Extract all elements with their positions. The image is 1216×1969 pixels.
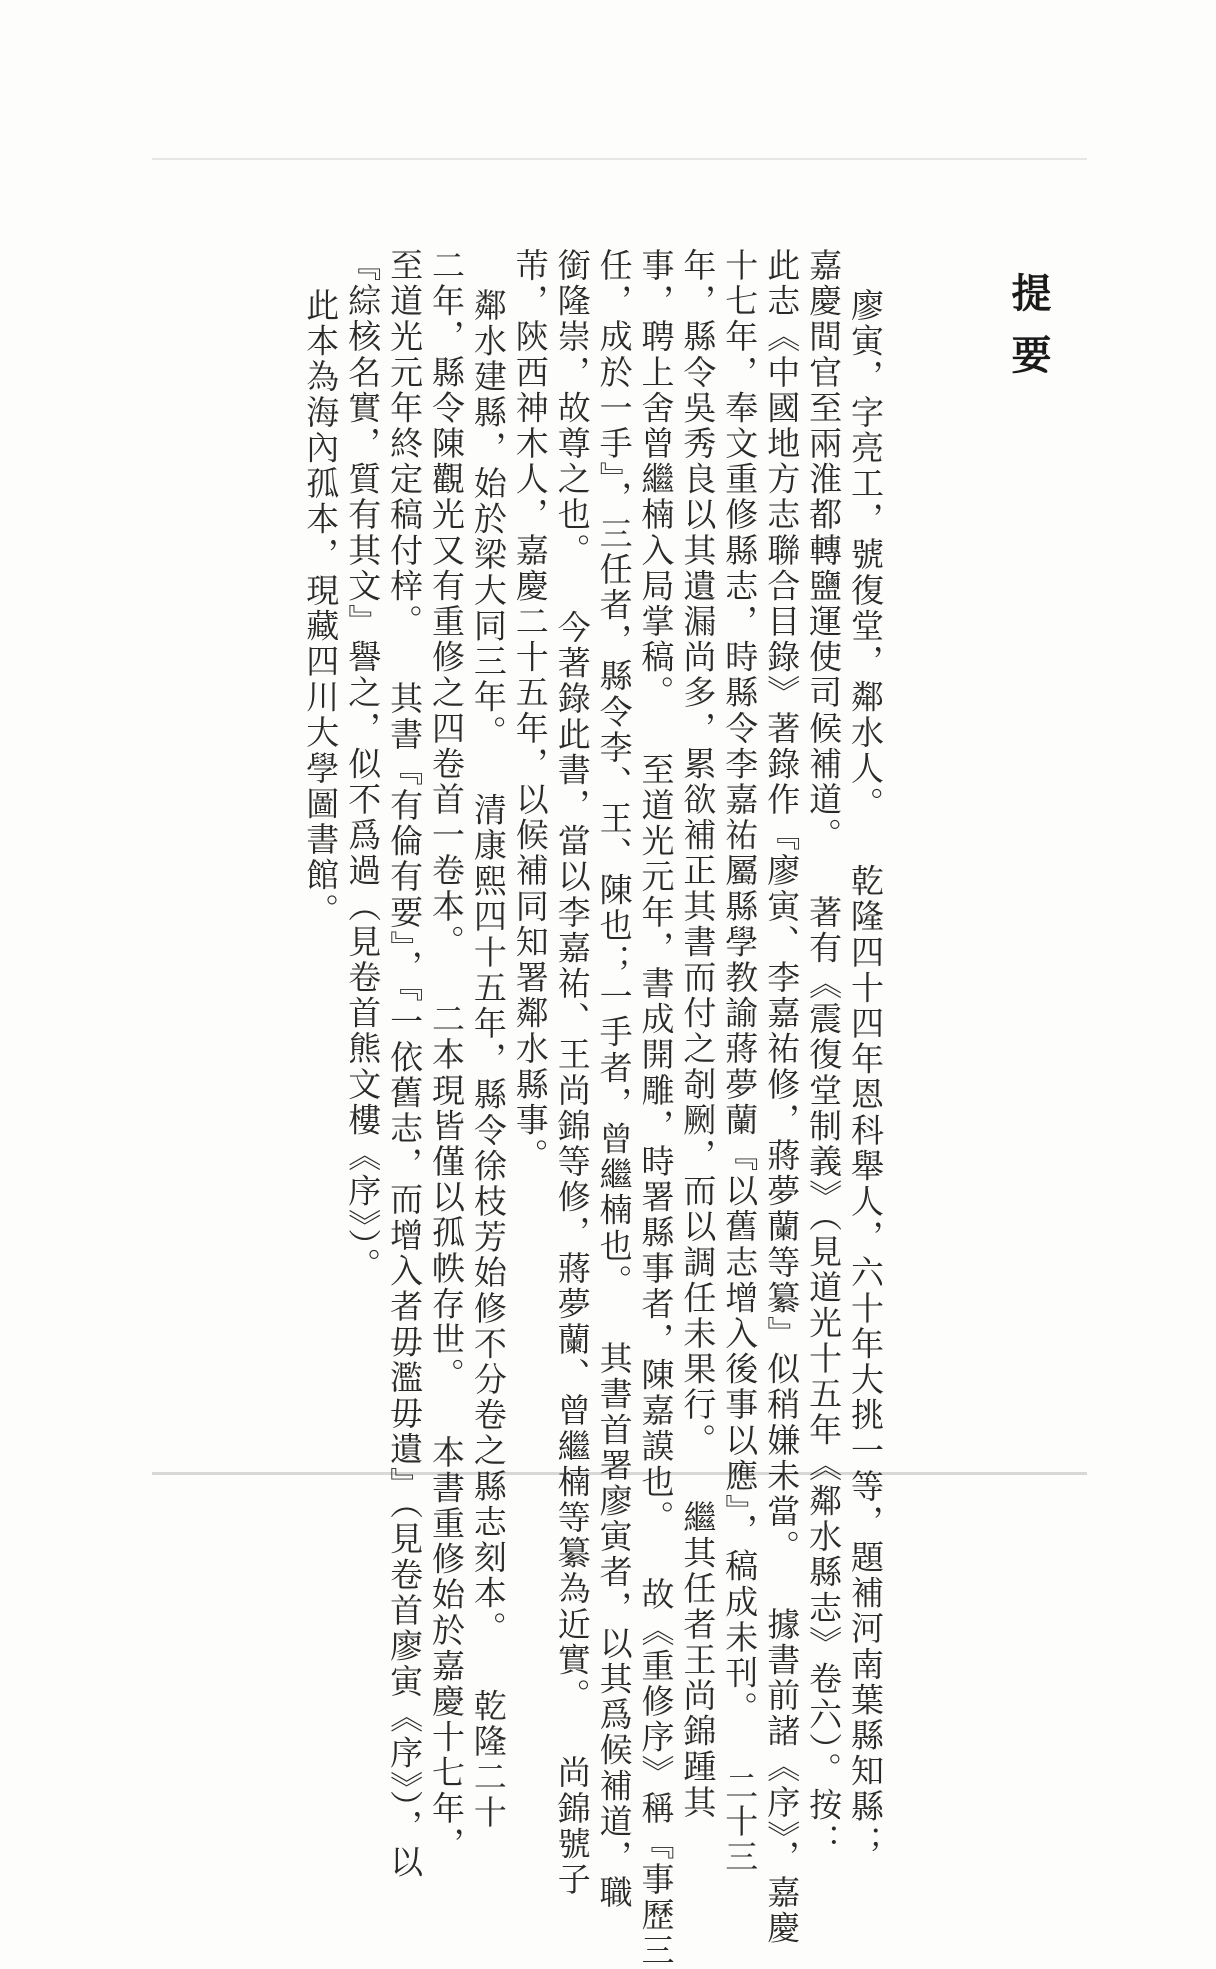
page-title: 提要 xyxy=(1005,272,1052,396)
text-column: 『綜核名實，質有其文』譽之，似不爲過（見卷首熊文樓《序》）。 xyxy=(343,248,383,1283)
text-column: 任，成於一手』，三任者，縣令李、王、陳也；一手者，曾繼楠也。 其書首署廖寅者，以其爲候補道，職 xyxy=(594,248,634,1911)
text-column: 廖寅，字亮工，號復堂，鄰水人。 乾隆四十四年恩科舉人，六十年大挑一等，題補河南葉縣知縣； xyxy=(846,288,885,1861)
text-column: 嘉慶間官至兩淮都轉鹽運使司候補道。 著有《震復堂制義》（見道光十五年《鄰水縣志》卷六）。按： xyxy=(804,248,844,1859)
text-column: 年，縣令吳秀良以其遺漏尚多，累欲補正其書而付之剞劂，而以調任未果行。 繼其任者王尚錦踵其 xyxy=(678,248,718,1821)
text-column: 至道光元年終定稿付梓。 其書『有倫有要』，『一依舊志，而增入者毋濫毋遺』（見卷首廖寅《序》），以 xyxy=(385,248,425,1881)
text-column: 銜隆崇，故尊之也。 今著錄此書，當以李嘉祐、王尚錦等修，蔣夢蘭、曾繼楠等纂為近實。 尚錦號子 xyxy=(552,248,592,1898)
text-column: 事，聘上舍曾繼楠入局掌稿。 至道光元年，書成開雕，時署縣事者，陳嘉謨也。 故《重修序》稱『事歷三 xyxy=(636,248,676,1969)
text-column: 十七年，奉文重修縣志，時縣令李嘉祐屬縣學教諭蔣夢蘭『以舊志增入後事以應』，稿成未刊。 二十三 xyxy=(720,248,760,1876)
text-column: 二年，縣令陳觀光又有重修之四卷首一卷本。 二本現皆僅以孤帙存世。 本書重修始於嘉慶十七年， xyxy=(427,248,466,1862)
text-column: 此本為海內孤本，現藏四川大學圖書館。 xyxy=(301,288,341,929)
text-column: 鄰水建縣，始於梁大同三年。 清康熙四十五年，縣令徐枝芳始修不分卷之縣志刻本。 乾隆二十 xyxy=(468,288,508,1831)
text-column: 芾，陝西神木人，嘉慶二十五年，以候補同知署鄰水縣事。 xyxy=(510,248,550,1174)
text-column: 此志《中國地方志聯合目錄》著錄作『廖寅、李嘉祐修，蔣夢蘭等纂』似稍嫌未當。 據書前諸《序》，嘉慶 xyxy=(762,248,802,1947)
